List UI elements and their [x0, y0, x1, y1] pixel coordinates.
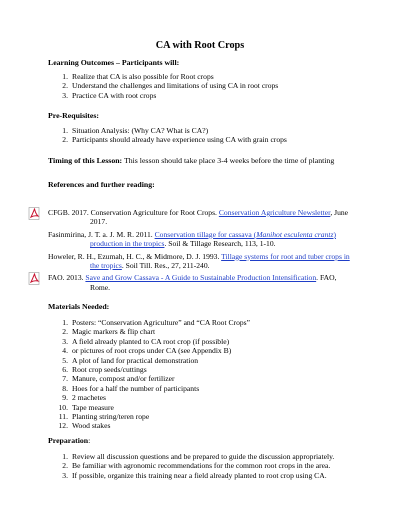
reference-link[interactable]: Conservation tillage for cassava (Manihot esculenta crantz)	[154, 229, 336, 239]
prereq-list	[56, 126, 366, 145]
preparation-line: Preparation:	[48, 436, 91, 445]
list-item: 2. Magic markers & flip chart	[62, 327, 156, 337]
pdf-icon[interactable]	[28, 272, 42, 285]
list-item: 1. Realize that CA is also possible for Root crops	[62, 72, 214, 81]
list-item: 5. A plot of land for practical demonstration	[62, 355, 199, 365]
reference-item: FAO. 2013. Save and Grow Cassava - A Guide to Sustainable Production Intensification. FAO, Rome.	[48, 273, 368, 292]
reference-item: Howeler, R. H., Ezumah, H. C., & Midmore, D. J. 1993. Tillage systems for root and tuber crops in the tropics. Soil Till. Res., 27, 211-240.	[48, 251, 350, 271]
reference-link[interactable]: Tillage systems for root and tuber crops in	[221, 251, 350, 261]
timing-text: This lesson should take place 3-4 weeks before the time of planting	[122, 156, 335, 165]
page-title: CA with Root Crops	[155, 40, 245, 51]
list-item: 1. Review all discussion questions and be prepared to guide the discussion appropriately.	[62, 452, 335, 461]
pdf-icon[interactable]	[28, 207, 42, 220]
list-item: 2. Understand the challenges and limitations of using CA in root crops	[62, 81, 279, 91]
reference-link[interactable]: the tropics	[90, 261, 122, 271]
preparation-heading: Preparation	[48, 436, 89, 445]
references-list	[48, 208, 368, 295]
timing-line	[48, 156, 334, 166]
reference-item: Fasinmirina, J. T. a. J. M. R. 2011. Conservation tillage for cassava (Manihot esculenta crantz) production in the tropics. Soil & Tillage Research, 113, 1-10.	[48, 229, 336, 249]
list-item: 3. A field already planted to CA root crop (if possible)	[62, 336, 230, 346]
list-item: 1. Situation Analysis: (Why CA? What is CA?)	[62, 126, 209, 135]
materials-heading: Materials Needed:	[48, 302, 110, 311]
list-item: 10. Tape measure	[58, 402, 114, 412]
list-item: 9. 2 machetes	[62, 393, 106, 403]
reference-link[interactable]: production in the tropics	[90, 239, 165, 249]
reference-link[interactable]: Save and Grow Cassava - A Guide to Sustainable Production Intensification	[85, 273, 317, 283]
reference-link[interactable]: Conservation Agriculture Newsletter	[218, 208, 331, 217]
list-item: 8. Hoes for a half the number of participants	[62, 383, 200, 393]
list-item: 4. or pictures of root crops under CA (see Appendix B)	[62, 346, 232, 356]
list-item: 3. Practice CA with root crops	[62, 90, 157, 100]
preparation-list	[56, 452, 366, 480]
prereq-heading: Pre-Requisites:	[48, 111, 99, 120]
learning-heading: Learning Outcomes – Participants will:	[48, 58, 180, 67]
list-item: 7. Manure, compost and/or fertilizer	[62, 374, 175, 384]
timing-heading: Timing of this Lesson:	[48, 156, 123, 165]
list-item: 2. Participants should already have experience using CA with grain crops	[62, 135, 287, 145]
list-item: 2. Be familiar with agronomic recommendations for the common root crops in the area.	[62, 461, 331, 471]
list-item: 6. Root crop seeds/cuttings	[62, 365, 147, 375]
references-heading: References and further reading:	[48, 180, 155, 189]
list-item: 12. Wood stakes	[58, 421, 111, 431]
list-item: 3. If possible, organize this training near a field already planted to root crop using CA.	[62, 470, 327, 480]
reference-item: CFGB. 2017. Conservation Agriculture for Root Crops. Conservation Agriculture Newsletter, June 2017.	[48, 208, 368, 227]
learning-list	[56, 72, 366, 100]
list-item: 1. Posters: “Conservation Agriculture” and “CA Root Crops”	[62, 318, 251, 327]
materials-list	[56, 318, 366, 431]
list-item: 11. Planting string/teren rope	[58, 412, 150, 422]
